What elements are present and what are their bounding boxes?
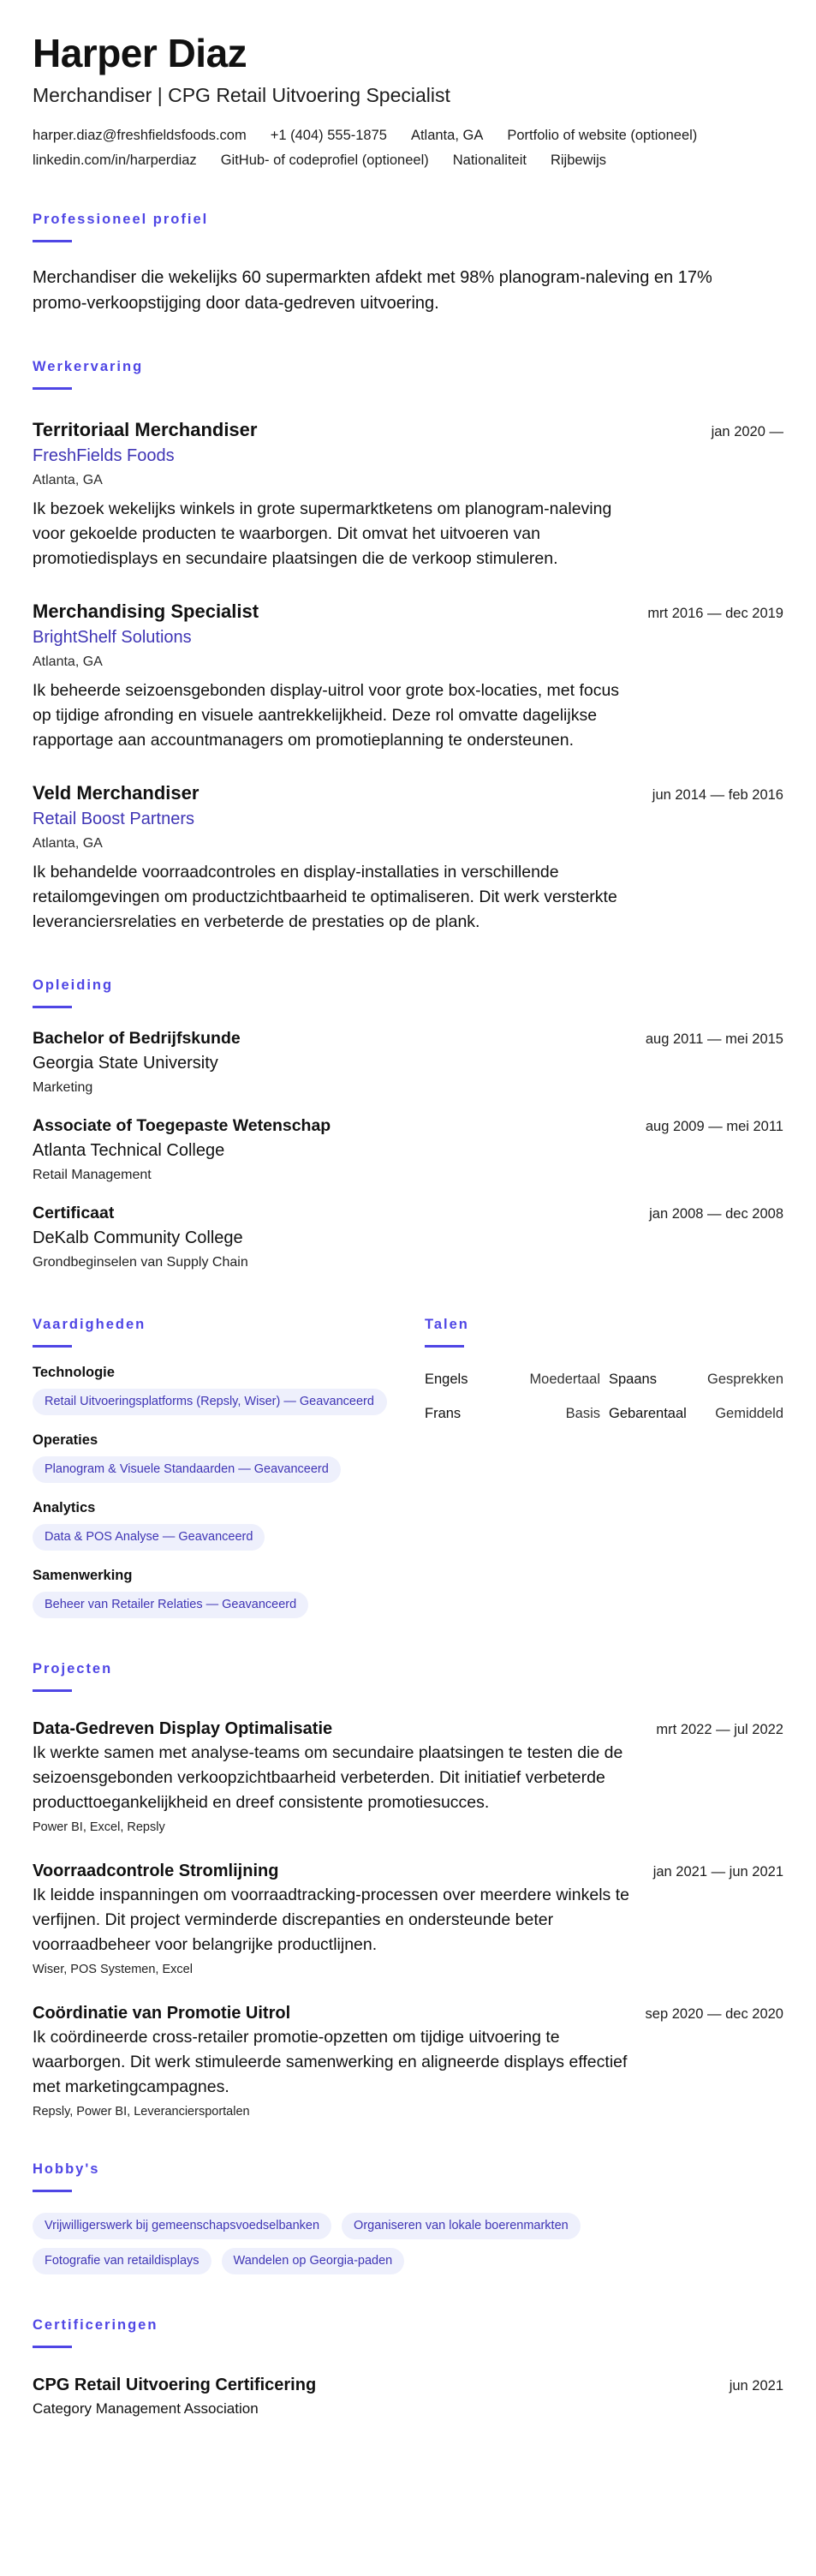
project-title: Data-Gedreven Display Optimalisatie bbox=[33, 1719, 333, 1739]
job-entry bbox=[33, 419, 783, 571]
job-company: FreshFields Foods bbox=[33, 446, 175, 466]
job-title: Merchandising Specialist bbox=[33, 601, 259, 623]
hobby-pill: Wandelen op Georgia-paden bbox=[222, 2248, 405, 2274]
education-entry bbox=[33, 1116, 783, 1183]
job-entry bbox=[33, 782, 783, 935]
language-level: Gesprekken bbox=[707, 1372, 783, 1388]
section-title-hobbies: Hobby's bbox=[33, 2161, 100, 2178]
job-dates: jun 2014 — feb 2016 bbox=[652, 787, 783, 804]
skill-group bbox=[33, 1432, 425, 1483]
hobbies-section bbox=[33, 2161, 783, 2274]
section-divider bbox=[33, 1345, 72, 1348]
project-description: Ik leidde inspanningen om voorraadtracking-processen over meerdere winkels te verfijnen. Dit project verminderde discrepanties en ondersteunde beter voorraadbeheer voor belangrijke productlijnen. bbox=[33, 1886, 629, 1955]
project-dates: sep 2020 — dec 2020 bbox=[645, 2006, 783, 2023]
skill-group bbox=[33, 1365, 425, 1415]
projects-section bbox=[33, 1661, 783, 2119]
education-section bbox=[33, 977, 783, 1270]
language-list bbox=[425, 1372, 783, 1422]
language-level: Gemiddeld bbox=[715, 1406, 783, 1422]
contact-github[interactable]: GitHub- of codeprofiel (optioneel) bbox=[220, 152, 429, 169]
resume-header bbox=[33, 33, 783, 169]
certifications-section bbox=[33, 2317, 783, 2418]
language-item bbox=[425, 1372, 600, 1388]
project-title: Coördinatie van Promotie Uitrol bbox=[33, 2004, 291, 2023]
language-name: Spaans bbox=[609, 1372, 657, 1388]
skill-group-name: Technologie bbox=[33, 1365, 115, 1381]
contact-location: Atlanta, GA bbox=[410, 128, 484, 144]
education-school: Atlanta Technical College bbox=[33, 1141, 225, 1161]
language-item bbox=[600, 1406, 783, 1422]
education-field: Retail Management bbox=[33, 1168, 152, 1183]
project-tools: Power BI, Excel, Repsly bbox=[33, 1820, 165, 1835]
skill-pill: Beheer van Retailer Relaties — Geavanceerd bbox=[33, 1592, 308, 1618]
language-level: Moedertaal bbox=[529, 1372, 600, 1388]
section-divider bbox=[33, 2346, 72, 2348]
experience-section bbox=[33, 359, 783, 935]
project-tools: Wiser, POS Systemen, Excel bbox=[33, 1963, 193, 1977]
section-divider bbox=[425, 1345, 464, 1348]
section-title-education: Opleiding bbox=[33, 977, 114, 994]
education-field: Marketing bbox=[33, 1080, 93, 1096]
candidate-name: Harper Diaz bbox=[33, 31, 247, 75]
job-company: Retail Boost Partners bbox=[33, 810, 194, 829]
certification-issuer: Category Management Association bbox=[33, 2400, 259, 2418]
project-description: Ik werkte samen met analyse-teams om secundaire plaatsingen te testen die de seizoensgebonden verkoopzichtbaarheid verbeterden. Dit initiatief verbeterde producttoegankelijkheid en dreef consistente promotiesucces. bbox=[33, 1743, 623, 1813]
skill-group-name: Samenwerking bbox=[33, 1568, 133, 1584]
project-tools: Repsly, Power BI, Leveranciersportalen bbox=[33, 2105, 250, 2119]
contact-email[interactable]: harper.diaz@freshfieldsfoods.com bbox=[33, 128, 247, 144]
skill-pill: Retail Uitvoeringsplatforms (Repsly, Wiser) — Geavanceerd bbox=[33, 1389, 387, 1415]
language-name: Gebarentaal bbox=[609, 1406, 687, 1422]
section-title-experience: Werkervaring bbox=[33, 359, 144, 375]
language-name: Engels bbox=[425, 1372, 468, 1388]
job-title: Territoriaal Merchandiser bbox=[33, 419, 258, 441]
hobby-pill: Vrijwilligerswerk bij gemeenschapsvoedselbanken bbox=[33, 2213, 331, 2239]
project-title: Voorraadcontrole Stromlijning bbox=[33, 1862, 279, 1881]
section-title-languages: Talen bbox=[425, 1317, 469, 1333]
project-entry bbox=[33, 1862, 783, 1976]
skills-languages-row bbox=[33, 1317, 783, 1618]
job-location: Atlanta, GA bbox=[33, 654, 103, 670]
contact-linkedin[interactable]: linkedin.com/in/harperdiaz bbox=[33, 152, 197, 169]
project-entry bbox=[33, 1719, 783, 1834]
education-school: Georgia State University bbox=[33, 1054, 218, 1073]
hobby-pill: Organiseren van lokale boerenmarkten bbox=[342, 2213, 581, 2239]
job-description: Ik behandelde voorraadcontroles en display-installaties in verschillende retailomgevingen om productzichtbaarheid te optimaliseren. Dit werk versterkte leveranciersrelaties en verbeterde de prestaties op de plank. bbox=[33, 863, 617, 932]
education-field: Grondbeginselen van Supply Chain bbox=[33, 1255, 248, 1270]
education-dates: aug 2011 — mei 2015 bbox=[645, 1031, 783, 1048]
contact-nationality: Nationaliteit bbox=[452, 152, 527, 169]
job-title: Veld Merchandiser bbox=[33, 782, 200, 804]
education-dates: aug 2009 — mei 2011 bbox=[645, 1119, 783, 1135]
language-level: Basis bbox=[565, 1406, 600, 1422]
language-name: Frans bbox=[425, 1406, 462, 1422]
certification-entry bbox=[33, 2376, 783, 2418]
education-degree: Bachelor of Bedrijfskunde bbox=[33, 1029, 241, 1049]
hobby-pill: Fotografie van retaildisplays bbox=[33, 2248, 211, 2274]
contact-drivers-license: Rijbewijs bbox=[550, 152, 607, 169]
job-dates: mrt 2016 — dec 2019 bbox=[647, 606, 783, 622]
section-divider bbox=[33, 240, 72, 242]
section-title-certifications: Certificeringen bbox=[33, 2317, 158, 2334]
skill-group bbox=[33, 1568, 425, 1618]
education-school: DeKalb Community College bbox=[33, 1228, 243, 1248]
certification-name: CPG Retail Uitvoering Certificering bbox=[33, 2376, 317, 2395]
contact-list bbox=[33, 128, 783, 169]
project-dates: mrt 2022 — jul 2022 bbox=[656, 1722, 783, 1738]
section-divider bbox=[33, 1689, 72, 1692]
job-location: Atlanta, GA bbox=[33, 836, 103, 852]
section-divider bbox=[33, 1006, 72, 1008]
candidate-headline: Merchandiser | CPG Retail Uitvoering Specialist bbox=[33, 84, 450, 107]
project-dates: jan 2021 — jun 2021 bbox=[652, 1864, 783, 1880]
skill-pill: Planogram & Visuele Standaarden — Geavanceerd bbox=[33, 1456, 341, 1483]
language-item bbox=[425, 1406, 600, 1422]
project-entry bbox=[33, 2004, 783, 2119]
skill-group-name: Operaties bbox=[33, 1432, 98, 1449]
project-description: Ik coördineerde cross-retailer promotie-opzetten om tijdige uitvoering te waarborgen. Dit werk stimuleerde samenwerking en aligneerde displays effectief met marketingcampagnes. bbox=[33, 2028, 628, 2097]
job-description: Ik beheerde seizoensgebonden display-uitrol voor grote box-locaties, met focus op tijdige afronding en visuele aantrekkelijkheid. Deze rol omvatte dagelijkse rapportage aan accountmanagers om promotieplanning te ondersteunen. bbox=[33, 681, 620, 750]
education-degree: Certificaat bbox=[33, 1204, 115, 1223]
education-dates: jan 2008 — dec 2008 bbox=[649, 1206, 783, 1222]
section-title-projects: Projecten bbox=[33, 1661, 113, 1677]
job-location: Atlanta, GA bbox=[33, 473, 103, 488]
education-degree: Associate of Toegepaste Wetenschap bbox=[33, 1116, 331, 1136]
hobby-list bbox=[33, 2213, 649, 2274]
job-company: BrightShelf Solutions bbox=[33, 628, 192, 648]
section-title-skills: Vaardigheden bbox=[33, 1317, 146, 1333]
job-dates: jan 2020 — bbox=[711, 424, 783, 440]
skill-group-name: Analytics bbox=[33, 1500, 96, 1516]
skill-group bbox=[33, 1500, 425, 1551]
job-description: Ik bezoek wekelijks winkels in grote supermarktketens om planogram-naleving voor gekoelde producten te waarborgen. Dit omvat het uitvoeren van promotiedisplays en secundaire plaatsingen die de verkoop stimuleren. bbox=[33, 499, 612, 569]
job-entry bbox=[33, 601, 783, 753]
education-entry bbox=[33, 1204, 783, 1270]
section-divider bbox=[33, 387, 72, 390]
section-divider bbox=[33, 2190, 72, 2192]
contact-portfolio[interactable]: Portfolio of website (optioneel) bbox=[507, 128, 698, 144]
section-title-profile: Professioneel profiel bbox=[33, 212, 209, 228]
contact-phone[interactable]: +1 (404) 555-1875 bbox=[270, 128, 387, 144]
skills-section bbox=[33, 1317, 425, 1618]
certification-date: jun 2021 bbox=[729, 2378, 783, 2394]
education-entry bbox=[33, 1029, 783, 1096]
profile-section bbox=[33, 212, 783, 316]
profile-text: Merchandiser die wekelijks 60 supermarkten afdekt met 98% planogram-naleving en 17% promo-verkoopstijging door data-gedreven uitvoering. bbox=[33, 268, 712, 314]
language-item bbox=[600, 1372, 783, 1388]
skill-pill: Data & POS Analyse — Geavanceerd bbox=[33, 1524, 265, 1551]
languages-section bbox=[425, 1317, 783, 1618]
